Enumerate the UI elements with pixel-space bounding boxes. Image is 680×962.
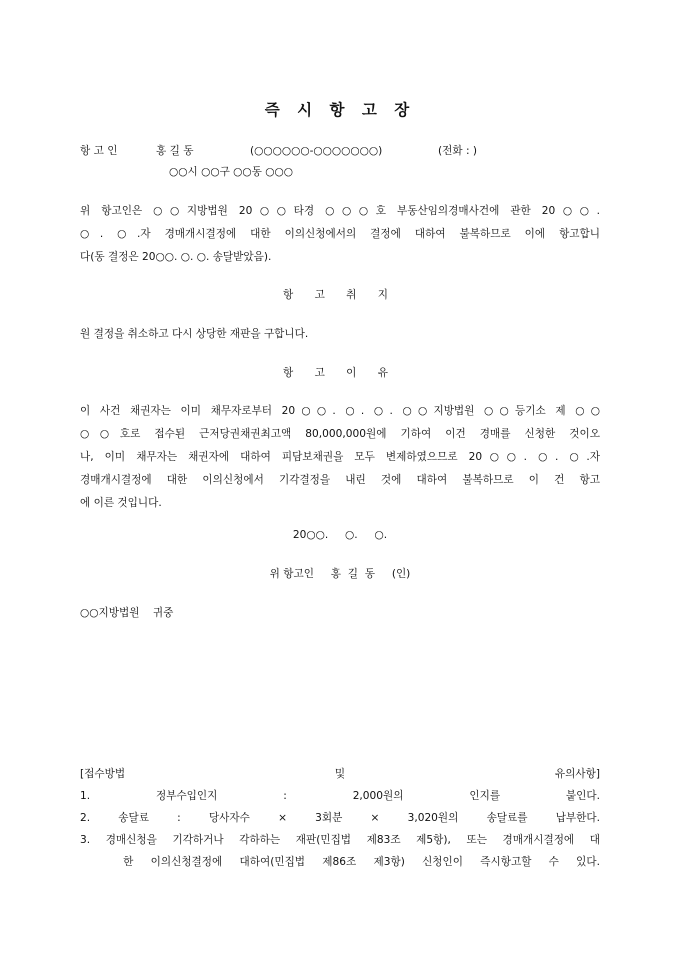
court-addressee: ○○지방법원 귀중 (80, 607, 174, 619)
reason-line: 경매개시결정에 대한 이의신청에서 기각결정을 내린 것에 대하여 불복하므로 이 건 항고 (80, 474, 600, 486)
reason-paragraph (80, 400, 600, 515)
notes-item: 한 이의신청결정에 대하여(민집법 제86조 제3항) 신청인이 즉시항고할 수 있다. (80, 856, 600, 868)
appellant-label: 항 고 인 (80, 145, 118, 157)
intro-line: ○. ○.자 경매개시결정에 대한 이의신청에서의 결정에 대하여 불복하므로 이에 항고합니 (80, 228, 600, 240)
appellant-address: ○○시 ○○구 ○○동 ○○○ (169, 166, 293, 178)
reason-line: ○○호로 접수된 근저당권채권최고액 80,000,000원에 기하여 이건 경매를 신청한 것이오 (80, 428, 600, 440)
notes-section (80, 763, 600, 873)
reason-line: 나, 이미 채무자는 채권자에 대하여 피담보채권을 모두 변제하였으므로 20○○. ○. ○.자 (80, 451, 600, 463)
intro-line: 위 항고인은 ○○지방법원 20○○타경 ○○○호 부동산임의경매사건에 관한 20○○. (80, 205, 600, 217)
document-title: 즉 시 항 고 장 (264, 101, 416, 119)
notes-heading: [접수방법 및 유의사항] (80, 768, 600, 780)
reason-heading: 항 고 이 유 (282, 367, 398, 379)
intro-line: 다(동 결정은 20○○. ○. ○. 송달받았음). (80, 251, 272, 263)
notes-item: 2. 송달료 : 당사자수 × 3회분 × 3,020원의 송달료를 납부한다. (80, 812, 600, 824)
appellant-id-number: (○○○○○○-○○○○○○○) (250, 145, 383, 157)
document-date: 20○○. ○. ○. (292, 529, 388, 541)
appellant-phone: (전화 : ) (438, 145, 478, 157)
reason-line: 이 사건 채권자는 이미 채무자로부터 20○○. ○. ○. ○○지방법원 ○○등기소 제 ○○ (80, 405, 600, 417)
appellant-name: 홍 길 동 (156, 145, 194, 157)
notes-item: 1. 정부수입인지 : 2,000원의 인지를 붙인다. (80, 790, 600, 802)
notes-item: 3. 경매신청을 기각하거나 각하하는 재판(민집법 제83조 제5항), 또는 경매개시결정에 대 (80, 834, 600, 846)
reason-line: 에 이른 것입니다. (80, 497, 162, 509)
purpose-text: 원 결정을 취소하고 다시 상당한 재판을 구합니다. (80, 328, 309, 340)
purpose-heading: 항 고 취 지 (282, 289, 398, 301)
intro-paragraph (80, 200, 600, 269)
signature-line: 위 항고인 홍 길 동 (인) (269, 568, 411, 580)
